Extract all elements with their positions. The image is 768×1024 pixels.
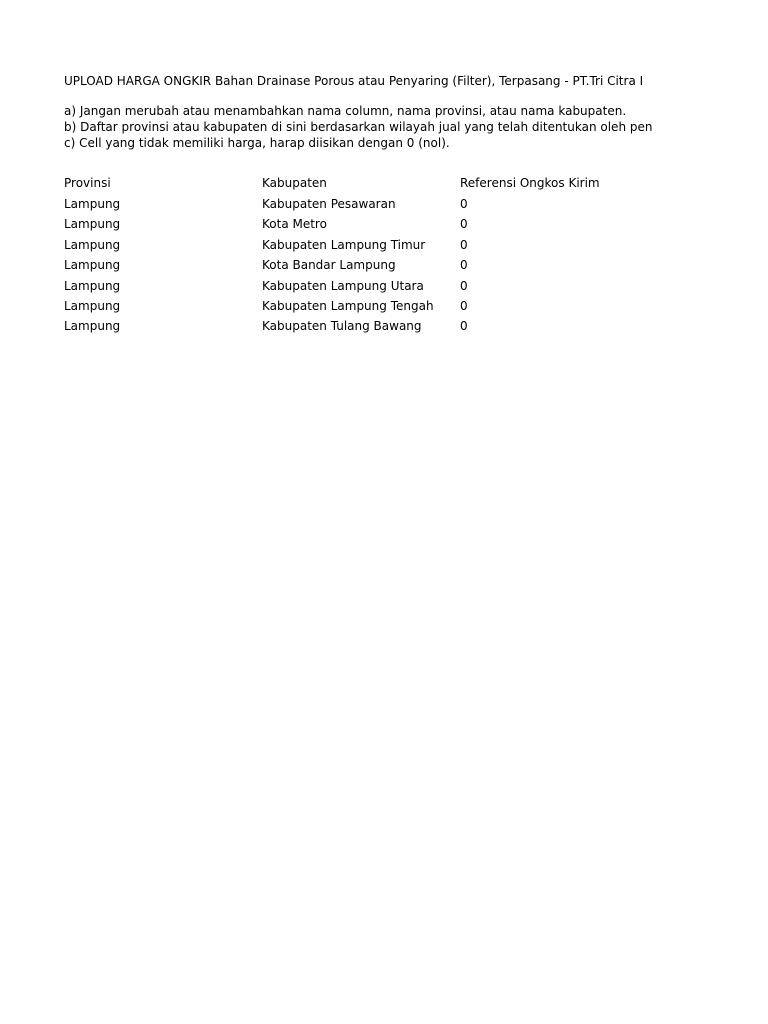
cell-ongkos-kirim: 0 xyxy=(460,279,468,293)
header-provinsi: Provinsi xyxy=(64,176,111,190)
cell-ongkos-kirim: 0 xyxy=(460,217,468,231)
cell-kabupaten: Kabupaten Lampung Utara xyxy=(262,279,424,293)
cell-kabupaten: Kabupaten Tulang Bawang xyxy=(262,319,422,333)
cell-kabupaten: Kabupaten Lampung Tengah xyxy=(262,299,434,313)
instruction-note-c: c) Cell yang tidak memiliki harga, harap diisikan dengan 0 (nol). xyxy=(64,136,450,150)
header-kabupaten: Kabupaten xyxy=(262,176,327,190)
cell-kabupaten: Kabupaten Pesawaran xyxy=(262,197,396,211)
cell-kabupaten: Kota Bandar Lampung xyxy=(262,258,396,272)
cell-provinsi: Lampung xyxy=(64,299,121,313)
cell-ongkos-kirim: 0 xyxy=(460,238,468,252)
document-title: UPLOAD HARGA ONGKIR Bahan Drainase Porous atau Penyaring (Filter), Terpasang - PT.Tri Citra I xyxy=(64,74,644,88)
cell-provinsi: Lampung xyxy=(64,258,121,272)
cell-ongkos-kirim: 0 xyxy=(460,258,468,272)
cell-ongkos-kirim: 0 xyxy=(460,299,468,313)
header-referensi-ongkos-kirim: Referensi Ongkos Kirim xyxy=(460,176,600,190)
cell-provinsi: Lampung xyxy=(64,197,121,211)
instruction-note-a: a) Jangan merubah atau menambahkan nama column, nama provinsi, atau nama kabupaten. xyxy=(64,104,627,118)
cell-provinsi: Lampung xyxy=(64,319,121,333)
cell-provinsi: Lampung xyxy=(64,279,121,293)
cell-kabupaten: Kota Metro xyxy=(262,217,327,231)
instruction-note-b: b) Daftar provinsi atau kabupaten di sini berdasarkan wilayah jual yang telah ditentukan oleh pen xyxy=(64,120,653,134)
cell-provinsi: Lampung xyxy=(64,238,121,252)
cell-ongkos-kirim: 0 xyxy=(460,319,468,333)
cell-provinsi: Lampung xyxy=(64,217,121,231)
cell-ongkos-kirim: 0 xyxy=(460,197,468,211)
cell-kabupaten: Kabupaten Lampung Timur xyxy=(262,238,426,252)
